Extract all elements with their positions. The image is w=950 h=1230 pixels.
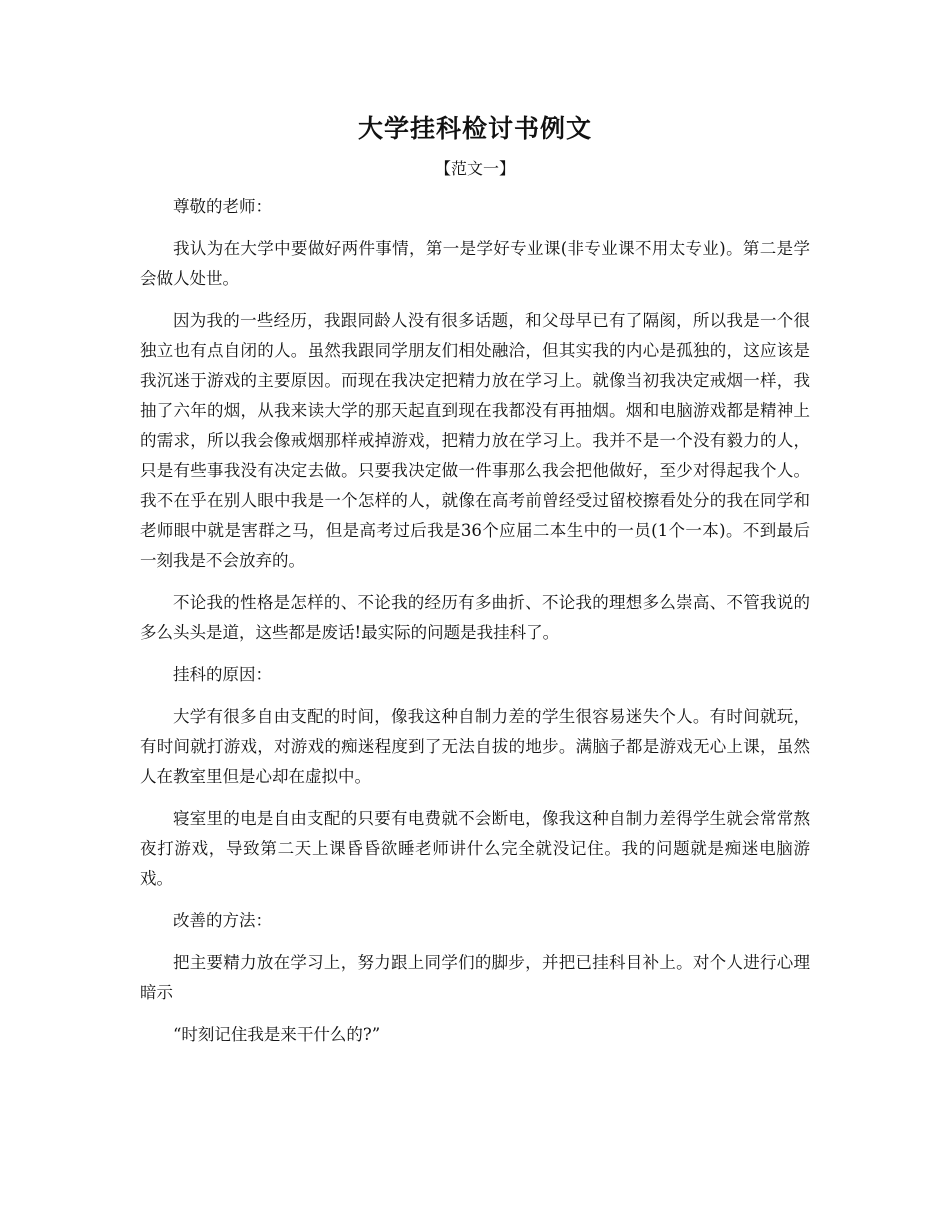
paragraph: 我认为在大学中要做好两件事情，第一是学好专业课(非专业课不用太专业)。第二是学会做人处世。 [140,239,810,288]
paragraph: 寝室里的电是自由支配的只要有电费就不会断电，像我这种自制力差得学生就会常常熬夜打游戏，导致第二天上课昏昏欲睡老师讲什么完全就没记住。我的问题就是痴迷电脑游戏。 [140,809,810,888]
section-heading-reasons: 挂科的原因： [173,665,272,684]
document-body [140,112,810,1050]
document-subtitle: 【范文一】 [434,159,515,178]
paragraph: 把主要精力放在学习上，努力跟上同学们的脚步，并把已挂科目补上。对个人进行心理暗示 [140,953,810,1002]
quote-paragraph: “时刻记住我是来干什么的?” [173,1025,381,1044]
paragraph: 大学有很多自由支配的时间，像我这种自制力差的学生很容易迷失个人。有时间就玩，有时间就打游戏，对游戏的痴迷程度到了无法自拔的地步。满脑子都是游戏无心上课，虽然人在教室里但是心却在虚拟中。 [140,707,810,786]
document-title: 大学挂科检讨书例文 [357,114,592,143]
section-heading-methods: 改善的方法： [173,911,272,930]
paragraph: 不论我的性格是怎样的、不论我的经历有多曲折、不论我的理想多么崇高、不管我说的多么头头是道，这些都是废话!最实际的问题是我挂科了。 [140,593,810,642]
paragraph-salutation: 尊敬的老师： [173,197,272,216]
paragraph: 因为我的一些经历，我跟同龄人没有很多话题，和父母早已有了隔阂，所以我是一个很独立也有点自闭的人。虽然我跟同学朋友们相处融洽，但其实我的内心是孤独的，这应该是我沉迷于游戏的主要原因。而现在我决定把精力放在学习上。就像当初我决定戒烟一样，我抽了六年的烟，从我来读大学的那天起直到现在我都没有再抽烟。烟和电脑游戏都是精神上的需求，所以我会像戒烟那样戒掉游戏，把精力放在学习上。我并不是一个没有毅力的人，只是有些事我没有决定去做。只要我决定做一件事那么我会把他做好，至少对得起我个人。我不在乎在别人眼中我是一个怎样的人，就像在高考前曾经受过留校擦看处分的我在同学和老师眼中就是害群之马，但是高考过后我是36个应届二本生中的一员(1个一本)。不到最后一刻我是不会放弃的。 [140,311,810,570]
